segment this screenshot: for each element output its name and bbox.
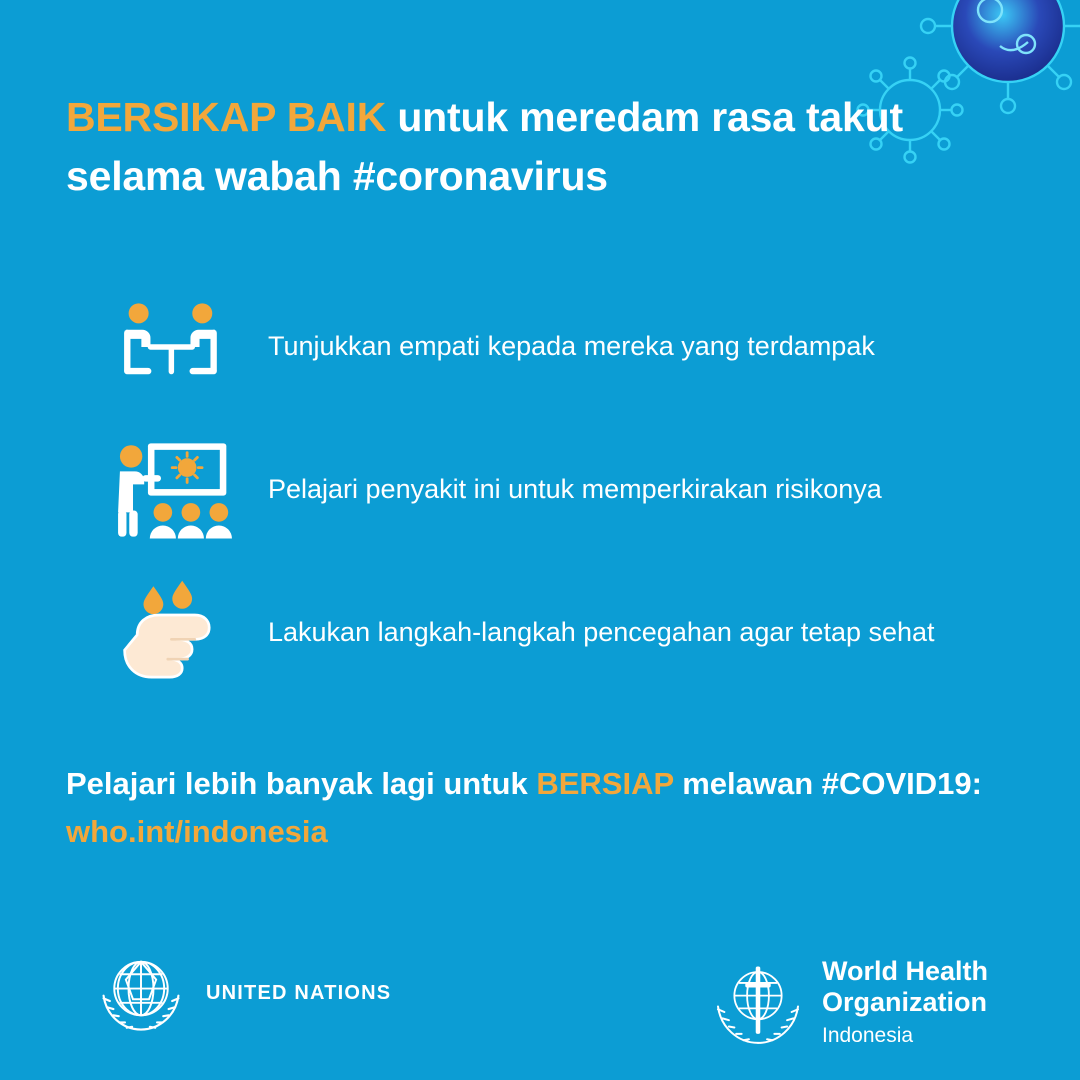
page-title — [66, 88, 966, 207]
teacher-presentation-icon — [100, 434, 250, 546]
learn-more-middle: melawan #COVID19: — [673, 766, 982, 801]
who-line-2: Organization — [821, 987, 987, 1017]
who-indonesia-link[interactable]: who.int/indonesia — [66, 814, 328, 850]
learn-more-highlight: BERSIAP — [536, 766, 674, 801]
list-item — [100, 292, 1030, 402]
headline-rest: untuk meredam rasa takut selama wabah #coronavirus — [66, 94, 903, 200]
two-people-table-icon — [100, 297, 250, 397]
united-nations-label: UNITED NATIONS — [206, 981, 392, 1004]
united-nations-logo — [92, 944, 391, 1042]
list-item — [100, 434, 1030, 546]
headline-highlight: BERSIKAP BAIK — [66, 94, 387, 140]
who-wordmark — [822, 956, 988, 1048]
learn-more-lead: Pelajari lebih banyak lagi untuk — [66, 766, 537, 801]
handwashing-icon — [100, 579, 250, 687]
tips-list — [100, 292, 1030, 688]
who-logo — [708, 952, 988, 1052]
list-item-label: Lakukan langkah-langkah pencegahan agar tetap sehat — [268, 617, 935, 648]
who-country: Indonesia — [821, 1023, 914, 1047]
learn-more-text — [66, 760, 1006, 856]
who-emblem-icon — [708, 952, 808, 1052]
list-item-label: Pelajari penyakit ini untuk memperkirakan risikonya — [268, 474, 882, 505]
list-item — [100, 578, 1030, 688]
united-nations-emblem-icon — [92, 944, 190, 1042]
who-line-1: World Health — [821, 956, 988, 987]
list-item-label: Tunjukkan empati kepada mereka yang terdampak — [268, 331, 875, 362]
